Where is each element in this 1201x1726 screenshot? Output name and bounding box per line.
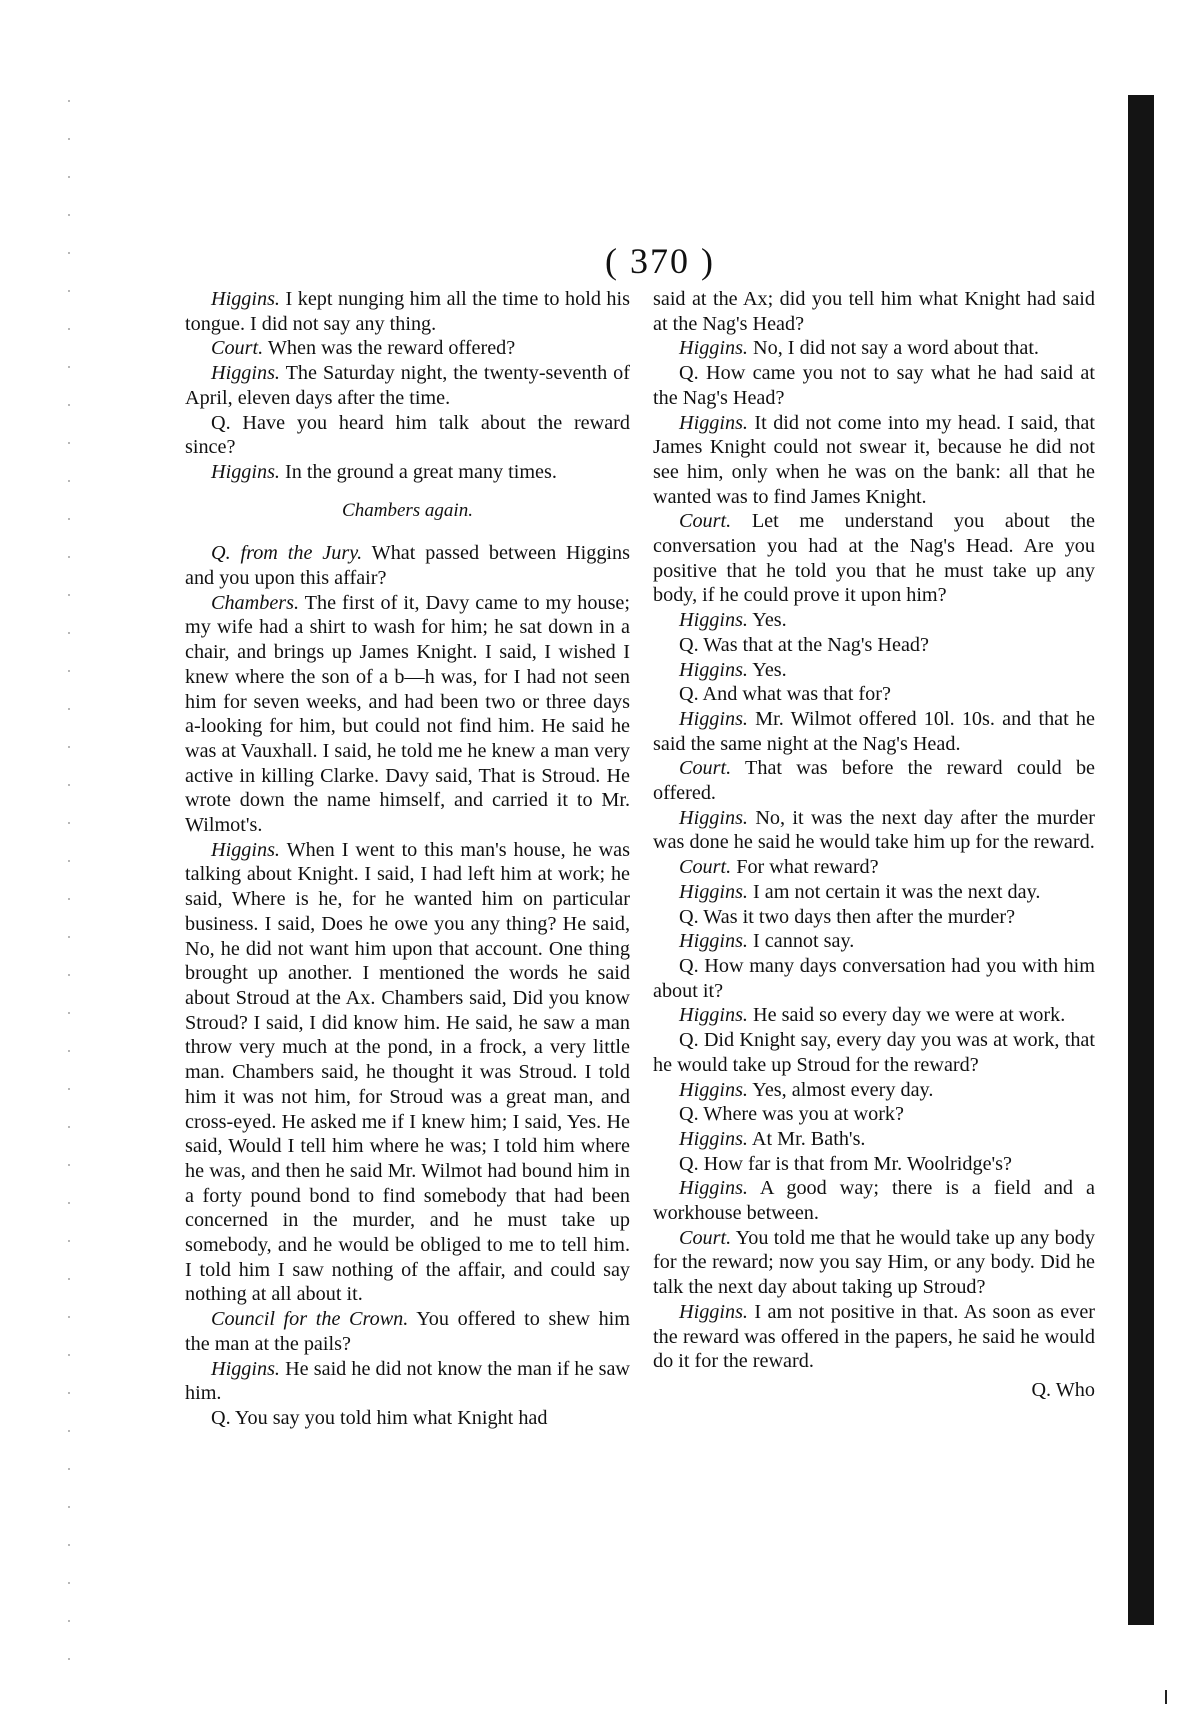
paragraph	[653, 336, 1095, 361]
paragraph-text: No, I did not say a word about that.	[747, 337, 1039, 360]
left-column	[185, 287, 630, 1431]
paragraph	[185, 460, 630, 485]
speaker-label: Higgins.	[679, 1078, 748, 1101]
paragraph-text: You offered to shew him the man at the pails?	[185, 1308, 630, 1355]
paragraph-text: You told me that he would take up any body for the reward; now you say Him, or any body. Did he talk the next day about taking up Stroud?	[653, 1226, 1095, 1299]
paragraph-text: Q. How many days conversation had you with him about it?	[653, 954, 1095, 1002]
speaker-label: Higgins.	[679, 930, 748, 953]
speaker-label: Higgins.	[679, 707, 748, 730]
paragraph	[185, 1406, 630, 1431]
paragraph-text: At Mr. Bath's.	[747, 1127, 866, 1150]
speaker-label: Court.	[211, 337, 264, 360]
speaker-label: Higgins.	[679, 1127, 748, 1150]
speaker-label: Higgins.	[211, 288, 280, 310]
speaker-label: Higgins.	[211, 838, 280, 861]
speaker-label: Higgins.	[679, 411, 748, 434]
paragraph-text: Yes.	[747, 609, 787, 632]
speaker-label: Higgins.	[679, 1177, 748, 1200]
paragraph	[653, 509, 1095, 608]
speaker-label: Q. from the Jury.	[211, 542, 363, 565]
paragraph-text: I cannot say.	[747, 930, 855, 953]
paragraph-text: He said he did not know the man if he saw him.	[185, 1357, 630, 1405]
paragraph-text: That was before the reward could be offered.	[653, 757, 1095, 805]
speaker-label: Higgins.	[679, 806, 748, 829]
paragraph-text: A good way; there is a field and a workhouse between.	[653, 1177, 1095, 1225]
section-heading: Chambers again.	[342, 499, 473, 521]
right-column	[653, 287, 1095, 1403]
speaker-label: Higgins.	[211, 1357, 280, 1380]
paragraph	[653, 1152, 1095, 1177]
catchword: Q. Who	[1031, 1378, 1095, 1401]
paragraph	[185, 411, 630, 460]
speaker-label: Council for the Crown.	[211, 1308, 409, 1331]
paragraph	[653, 880, 1095, 905]
paragraph-text: Q. Was that at the Nag's Head?	[679, 633, 929, 656]
right-column-paragraphs	[653, 287, 1095, 1374]
paragraph-text: The Saturday night, the twenty-seventh of April, eleven days after the time.	[185, 362, 630, 409]
paragraph	[653, 905, 1095, 930]
left-column-bottom-paragraphs	[185, 541, 630, 1430]
paragraph	[653, 1300, 1095, 1374]
paragraph-text: Yes, almost every day.	[747, 1078, 934, 1101]
paragraph	[185, 336, 630, 361]
paragraph-text: When I went to this man's house, he was talking about Knight. I said, I had left him at work; he said, Where is he, for he wanted him on particular business. I said, Does he owe you any thing? He said, No, he did not want him upon that account. One thing brought up another. I mentioned the words he said about Stroud at the Ax. Chambers said, Did you know Stroud? I said, I did know him. He said, he saw a man throw very much at the pond, in a frock, a very little man. Chambers said, he thought it was Stroud. I told him it was not him, for Stroud was a great man, and cross-eyed. He asked me if I knew him; I said, Yes. He said, Would I tell him where he was; I told him where he was, and then he said Mr. Wilmot had bound him in a forty pound bond to find somebody that had been concerned in the murder, and he must take up somebody, and he would be obliged to me to tell him. I told him I saw nothing of the affair, and could say nothing at all about it.	[185, 838, 630, 1306]
paragraph-text: Mr. Wilmot offered 10l. 10s. and that he said the same night at the Nag's Head.	[653, 707, 1095, 755]
paragraph	[185, 1307, 630, 1356]
paragraph	[185, 1357, 630, 1406]
speaker-label: Court.	[679, 510, 732, 533]
paragraph	[653, 658, 1095, 683]
speaker-label: Higgins.	[679, 1300, 748, 1323]
speaker-label: Court.	[679, 1226, 732, 1249]
paragraph	[653, 806, 1095, 855]
paragraph-text: I am not positive in that. As soon as ever the reward was offered in the papers, he said he would do it for the reward.	[653, 1300, 1095, 1373]
paragraph	[653, 707, 1095, 756]
speaker-label: Court.	[679, 757, 732, 780]
paragraph-text: The first of it, Davy came to my house; my wife had a shirt to wash for him; he sat down in a chair, and brings up James Knight. I said, I wished I knew where the son of a b—h was, for I had not seen him for seven weeks, and had been two or three days a-looking for him, but could not find him. He said he was at Vauxhall. I said, he told me he knew a man very active in killing Clarke. Davy said, That is Stroud. He wrote down the name himself, and carried it to Mr. Wilmot's.	[185, 591, 630, 837]
paragraph-text: Yes.	[747, 658, 787, 681]
speaker-label: Chambers.	[211, 591, 300, 614]
speaker-label: Higgins.	[679, 880, 748, 903]
paragraph	[185, 287, 630, 336]
paragraph	[185, 541, 630, 590]
speaker-label: Higgins.	[679, 609, 748, 632]
paragraph	[653, 954, 1095, 1003]
page-edge-shadow	[1128, 95, 1154, 1625]
paragraph	[653, 929, 1095, 954]
paragraph	[653, 1003, 1095, 1028]
paragraph	[653, 633, 1095, 658]
paragraph-text: Q. Where was you at work?	[679, 1103, 904, 1126]
paragraph	[653, 287, 1095, 336]
paragraph	[653, 361, 1095, 410]
paragraph	[653, 1127, 1095, 1152]
paragraph-text: said at the Ax; did you tell him what Knight had said at the Nag's Head?	[653, 288, 1095, 335]
speaker-label: Higgins.	[679, 658, 748, 681]
paragraph-text: Q. Have you heard him talk about the reward since?	[185, 411, 630, 459]
paragraph-text: I am not certain it was the next day.	[747, 880, 1041, 903]
paragraph	[185, 361, 630, 410]
speaker-label: Higgins.	[679, 1004, 748, 1027]
paragraph	[653, 1226, 1095, 1300]
paragraph-text: What passed between Higgins and you upon this affair?	[185, 542, 630, 590]
paragraph	[185, 838, 630, 1307]
paragraph-text: Q. How far is that from Mr. Woolridge's?	[679, 1152, 1012, 1175]
speaker-label: Higgins.	[679, 337, 748, 360]
paragraph-text: He said so every day we were at work.	[747, 1004, 1066, 1027]
paragraph-text: Q. And what was that for?	[679, 683, 891, 706]
paragraph	[185, 591, 630, 838]
page-edge-mark	[1165, 1690, 1167, 1704]
paragraph	[653, 855, 1095, 880]
paragraph-text: For what reward?	[731, 856, 879, 879]
left-column-top-paragraphs	[185, 287, 630, 485]
paragraph-text: Q. How came you not to say what he had said at the Nag's Head?	[653, 362, 1095, 409]
paragraph-text: In the ground a great many times.	[279, 460, 557, 483]
paragraph	[653, 411, 1095, 510]
paragraph	[653, 682, 1095, 707]
gutter-shadow	[68, 100, 70, 1660]
paragraph	[653, 608, 1095, 633]
paragraph-text: Q. Did Knight say, every day you was at work, that he would take up Stroud for the reward?	[653, 1029, 1095, 1076]
paragraph	[653, 1102, 1095, 1127]
paragraph-text: When was the reward offered?	[263, 337, 516, 360]
speaker-label: Higgins.	[211, 460, 280, 483]
paragraph	[653, 1028, 1095, 1077]
paragraph-text: It did not come into my head. I said, that James Knight could not swear it, because he did not see him, only when he was on the bank: all that he wanted was to find James Knight.	[653, 411, 1095, 508]
paragraph	[653, 756, 1095, 805]
paragraph-text: Let me understand you about the conversation you had at the Nag's Head. Are you positive that he told you that he must take up any body, if he could prove it upon him?	[653, 510, 1095, 607]
paragraph-text: Q. Was it two days then after the murder?	[679, 905, 1016, 928]
speaker-label: Higgins.	[211, 362, 280, 385]
paragraph-text: Q. You say you told him what Knight had	[211, 1406, 548, 1429]
paragraph	[653, 1078, 1095, 1103]
paragraph	[653, 1176, 1095, 1225]
page-number: ( 370 )	[605, 241, 715, 281]
speaker-label: Court.	[679, 856, 732, 879]
paragraph-text: No, it was the next day after the murder was done he said he would take him up for the reward.	[653, 806, 1095, 854]
paragraph-text: I kept nunging him all the time to hold his tongue. I did not say any thing.	[185, 288, 630, 335]
